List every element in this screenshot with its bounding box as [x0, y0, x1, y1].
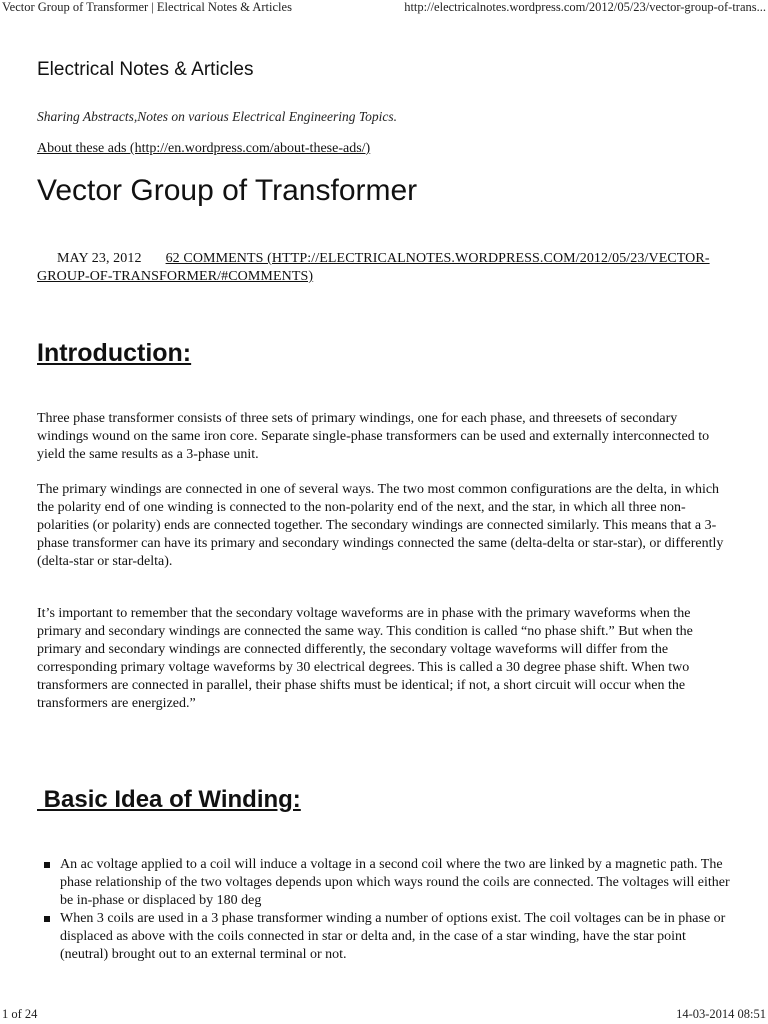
print-header-title: Vector Group of Transformer | Electrical Notes & Articles — [2, 0, 292, 14]
site-title[interactable]: Electrical Notes & Articles — [37, 59, 254, 80]
post-title: Vector Group of Transformer — [37, 174, 418, 207]
winding-bullet-list — [37, 856, 732, 964]
bullet-square-icon — [44, 862, 50, 868]
page-number: 1 of 24 — [2, 1007, 38, 1021]
basic-idea-heading: Basic Idea of Winding: — [37, 786, 301, 813]
bullet-text: An ac voltage applied to a coil will induce a voltage in a second coil where the two are linked by a magnetic path. The phase relationship of the two voltages depends upon which ways round the coils are connected. The voltages will either be in-phase or displaced by 180 deg — [60, 857, 730, 908]
comments-link[interactable]: 62 COMMENTS (HTTP://ELECTRICALNOTES.WORDPRESS.COM/2012/05/23/VECTOR-GROUP-OF-TRANSFORMER/#COMMENTS) — [37, 251, 710, 284]
bullet-text: When 3 coils are used in a 3 phase transformer winding a number of options exist. The coil voltages can be in phase or displaced as above with the coils connected in star or delta and, in the case of a star winding, have the star point (neutral) brought out to an external terminal or not. — [60, 911, 726, 962]
about-ads-link[interactable]: About these ads (http://en.wordpress.com/about-these-ads/) — [37, 141, 371, 156]
intro-paragraph-1: Three phase transformer consists of three sets of primary windings, one for each phase, and threesets of secondary windings wound on the same iron core. Separate single-phase transformers can be used and externally interconnected to yield the same results as a 3-phase unit. — [37, 411, 710, 462]
list-item — [37, 856, 732, 910]
print-timestamp: 14-03-2014 08:51 — [676, 1007, 766, 1021]
print-header-url: http://electricalnotes.wordpress.com/2012/05/23/vector-group-of-trans... — [404, 0, 766, 14]
print-footer — [0, 1006, 768, 1024]
intro-paragraph-2: The primary windings are connected in one of several ways. The two most common configurations are the delta, in which the polarity end of one winding is connected to the non-polarity end of the next, and the star, in which all three non-polarities (or polarity) ends are connected together. The secondary windings are connected similarly. This means that a 3-phase transformer can have its primary and secondary windings connected the same (delta-delta or star-star), or differently (delta-star or star-delta). — [37, 482, 724, 569]
post-date: MAY 23, 2012 — [57, 251, 142, 266]
intro-paragraph-3: It’s important to remember that the secondary voltage waveforms are in phase with the primary waveforms when the primary and secondary windings are connected the same way. This condition is called “no phase shift.” But when the primary and secondary windings are connected differently, the secondary voltage waveforms will differ from the corresponding primary voltage waveforms by 30 electrical degrees. This is called a 30 degree phase shift. When two transformers are connected in parallel, their phase shifts must be identical; if not, a short circuit will occur when the transformers are energized.” — [37, 606, 693, 711]
introduction-heading: Introduction: — [37, 339, 192, 367]
site-tagline: Sharing Abstracts,Notes on various Electrical Engineering Topics. — [37, 109, 397, 124]
print-header — [0, 0, 768, 16]
list-item — [37, 910, 732, 964]
post-meta — [37, 250, 732, 286]
bullet-square-icon — [44, 916, 50, 922]
